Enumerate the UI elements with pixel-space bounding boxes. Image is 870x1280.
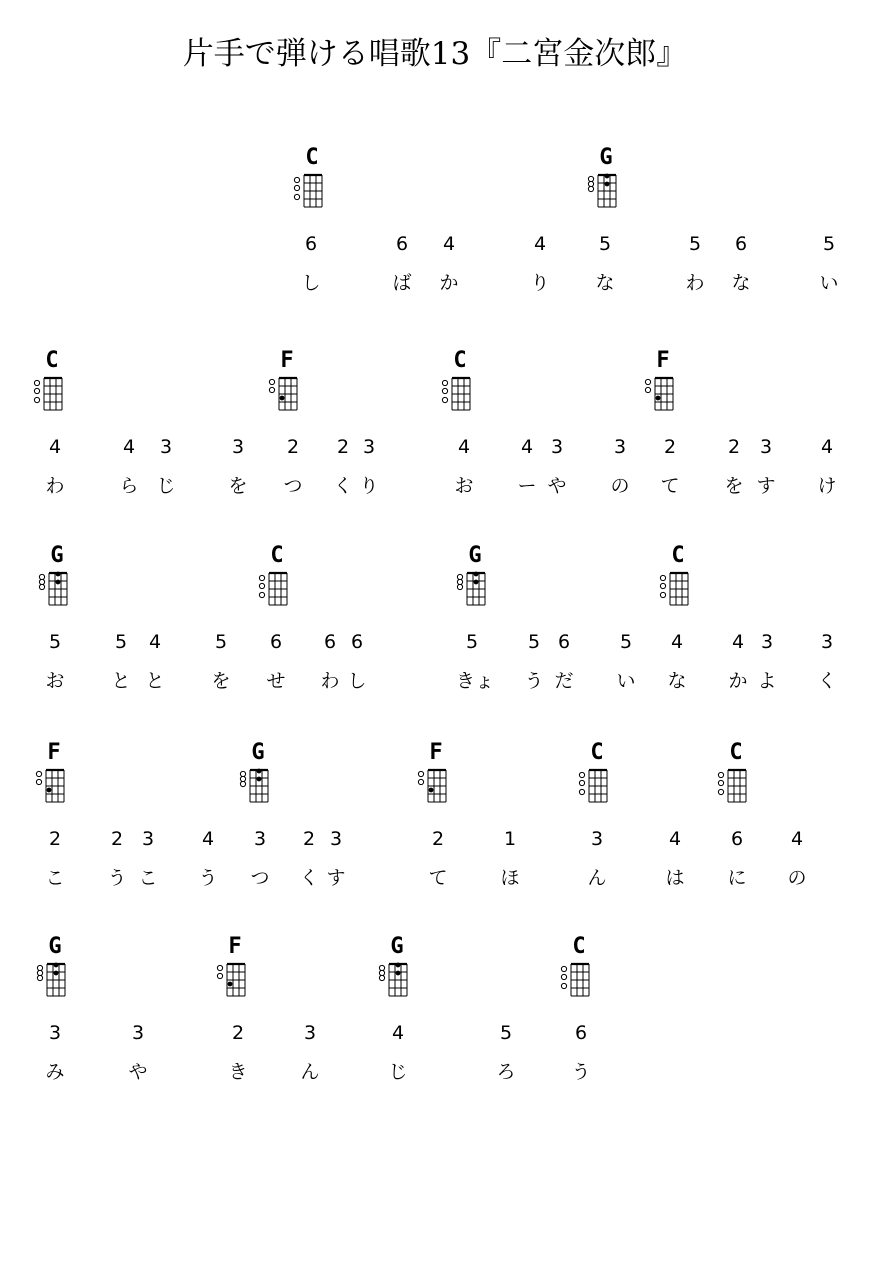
chord-name: F <box>280 348 294 373</box>
chord-diagram-f <box>414 768 466 808</box>
open-string-marker <box>34 388 39 393</box>
chord-c <box>567 740 627 810</box>
lyric-syllable: り <box>530 272 550 294</box>
note-number: 3 <box>141 828 155 850</box>
note-number: 4 <box>820 436 834 458</box>
note-number: 3 <box>159 436 173 458</box>
lyric-syllable: し <box>347 670 367 692</box>
chord-diagram-c <box>656 571 708 611</box>
lyric-syllable: き <box>228 1061 248 1083</box>
lyric-syllable: う <box>524 670 544 692</box>
chord-c <box>430 348 490 418</box>
open-string-marker <box>442 397 447 402</box>
note-number: 5 <box>619 631 633 653</box>
open-string-marker <box>269 387 274 392</box>
note-number: 3 <box>231 436 245 458</box>
finger-dot <box>228 982 233 987</box>
note-number: 4 <box>668 828 682 850</box>
open-string-marker <box>457 574 462 579</box>
chord-diagram-g <box>375 962 427 1002</box>
open-string-marker <box>379 965 384 970</box>
finger-dot <box>429 788 434 793</box>
chord-name: C <box>590 740 604 765</box>
lyric-syllable: や <box>547 475 567 497</box>
open-string-marker <box>217 965 222 970</box>
note-number: 3 <box>613 436 627 458</box>
lyric-syllable: く <box>299 867 319 889</box>
chord-name: C <box>729 740 743 765</box>
lyric-syllable: ん <box>300 1061 320 1083</box>
open-string-marker <box>588 176 593 181</box>
note-number: 6 <box>730 828 744 850</box>
lyric-syllable: つ <box>250 867 270 889</box>
open-string-marker <box>34 380 39 385</box>
lyric-syllable: こ <box>45 867 65 889</box>
chord-diagram-c <box>255 571 307 611</box>
note-number: 3 <box>590 828 604 850</box>
open-string-marker <box>660 583 665 588</box>
lyric-syllable: お <box>454 475 474 497</box>
note-number: 2 <box>231 1022 245 1044</box>
note-number: 5 <box>527 631 541 653</box>
chord-f <box>24 740 84 810</box>
chord-g <box>228 740 288 810</box>
note-number: 3 <box>329 828 343 850</box>
chord-diagram-f <box>32 768 84 808</box>
chord-diagram-g <box>453 571 505 611</box>
lyric-syllable: ん <box>587 867 607 889</box>
open-string-marker <box>240 771 245 776</box>
open-string-marker <box>579 772 584 777</box>
note-number: 4 <box>122 436 136 458</box>
finger-dot <box>54 971 59 976</box>
lyric-syllable: な <box>731 272 751 294</box>
finger-dot <box>396 971 401 976</box>
open-string-marker <box>561 974 566 979</box>
chord-diagram-c <box>575 768 627 808</box>
lyric-syllable: お <box>45 670 65 692</box>
lyric-syllable: じ <box>388 1061 408 1083</box>
lyric-syllable: わ <box>320 670 340 692</box>
open-string-marker <box>418 779 423 784</box>
lyric-syllable: と <box>111 670 131 692</box>
lyric-syllable: し <box>301 272 321 294</box>
note-number: 3 <box>253 828 267 850</box>
lyric-syllable: よ <box>757 670 777 692</box>
chord-c <box>549 934 609 1004</box>
open-string-marker <box>718 780 723 785</box>
lyric-syllable: を <box>211 670 231 692</box>
lyric-syllable: く <box>333 475 353 497</box>
note-number: 4 <box>201 828 215 850</box>
chord-diagram-c <box>714 768 766 808</box>
open-string-marker <box>645 387 650 392</box>
open-string-marker <box>259 583 264 588</box>
open-string-marker <box>660 592 665 597</box>
chord-diagram-c <box>438 376 490 416</box>
note-number: 5 <box>465 631 479 653</box>
lyric-syllable: て <box>428 867 448 889</box>
finger-dot <box>605 174 610 179</box>
open-string-marker <box>37 975 42 980</box>
page-title: 片手で弾ける唱歌13『二宮金次郎』 <box>182 36 688 72</box>
chord-diagram-f <box>641 376 693 416</box>
note-number: 3 <box>303 1022 317 1044</box>
lyric-syllable: を <box>228 475 248 497</box>
chord-c <box>247 543 307 613</box>
lyric-syllable: は <box>665 867 685 889</box>
chord-diagram-g <box>236 768 288 808</box>
note-number: 2 <box>727 436 741 458</box>
open-string-marker <box>418 771 423 776</box>
note-number: 4 <box>457 436 471 458</box>
open-string-marker <box>240 781 245 786</box>
open-string-marker <box>379 970 384 975</box>
finger-dot <box>474 572 479 577</box>
note-number: 2 <box>336 436 350 458</box>
note-number: 6 <box>350 631 364 653</box>
open-string-marker <box>294 177 299 182</box>
note-number: 5 <box>114 631 128 653</box>
chord-diagram-c <box>290 173 342 213</box>
lyric-syllable: か <box>728 670 748 692</box>
open-string-marker <box>718 772 723 777</box>
note-number: 4 <box>442 233 456 255</box>
chord-name: C <box>453 348 467 373</box>
chord-diagram-f <box>213 962 265 1002</box>
note-number: 4 <box>48 436 62 458</box>
open-string-marker <box>660 575 665 580</box>
lyric-syllable: せ <box>266 670 286 692</box>
lyric-syllable: う <box>571 1061 591 1083</box>
chord-name: C <box>572 934 586 959</box>
chord-g <box>445 543 505 613</box>
open-string-marker <box>294 185 299 190</box>
chord-name: C <box>45 348 59 373</box>
note-number: 2 <box>110 828 124 850</box>
open-string-marker <box>37 970 42 975</box>
open-string-marker <box>718 789 723 794</box>
note-number: 5 <box>214 631 228 653</box>
note-number: 4 <box>391 1022 405 1044</box>
note-number: 5 <box>499 1022 513 1044</box>
note-number: 2 <box>431 828 445 850</box>
chord-name: G <box>468 543 482 568</box>
lyric-syllable: ー <box>517 475 537 497</box>
open-string-marker <box>579 789 584 794</box>
note-number: 3 <box>48 1022 62 1044</box>
lyric-syllable: す <box>756 475 776 497</box>
lyric-syllable: ほ <box>500 867 520 889</box>
open-string-marker <box>561 966 566 971</box>
chord-diagram-g <box>35 571 87 611</box>
open-string-marker <box>561 983 566 988</box>
note-number: 5 <box>688 233 702 255</box>
chord-name: F <box>228 934 242 959</box>
open-string-marker <box>259 575 264 580</box>
note-number: 4 <box>148 631 162 653</box>
chord-f <box>406 740 466 810</box>
open-string-marker <box>269 379 274 384</box>
open-string-marker <box>37 965 42 970</box>
chord-name: C <box>671 543 685 568</box>
chord-name: G <box>390 934 404 959</box>
chord-g <box>576 145 636 215</box>
note-number: 4 <box>790 828 804 850</box>
chord-diagram-c <box>557 962 609 1002</box>
finger-dot <box>257 777 262 782</box>
finger-dot <box>56 572 61 577</box>
note-number: 6 <box>734 233 748 255</box>
chord-f <box>257 348 317 418</box>
lyric-syllable: の <box>610 475 630 497</box>
lyric-syllable: や <box>128 1061 148 1083</box>
note-number: 6 <box>269 631 283 653</box>
chord-name: F <box>429 740 443 765</box>
open-string-marker <box>39 584 44 589</box>
note-number: 6 <box>557 631 571 653</box>
note-number: 5 <box>598 233 612 255</box>
lyric-syllable: け <box>817 475 837 497</box>
chord-f <box>205 934 265 1004</box>
note-number: 2 <box>663 436 677 458</box>
open-string-marker <box>217 973 222 978</box>
lyric-syllable: と <box>145 670 165 692</box>
note-number: 2 <box>48 828 62 850</box>
note-number: 1 <box>503 828 517 850</box>
lyric-syllable: み <box>45 1061 65 1083</box>
chord-name: F <box>47 740 61 765</box>
note-number: 6 <box>395 233 409 255</box>
chord-name: G <box>599 145 613 170</box>
note-number: 5 <box>822 233 836 255</box>
lyric-syllable: う <box>198 867 218 889</box>
chord-g <box>367 934 427 1004</box>
open-string-marker <box>442 380 447 385</box>
note-number: 3 <box>760 631 774 653</box>
chord-name: C <box>305 145 319 170</box>
lyric-syllable: か <box>439 272 459 294</box>
chord-diagram-g <box>584 173 636 213</box>
finger-dot <box>257 769 262 774</box>
lyric-syllable: じ <box>156 475 176 497</box>
finger-dot <box>54 963 59 968</box>
lyric-syllable: な <box>595 272 615 294</box>
chord-name: F <box>656 348 670 373</box>
lyric-syllable: を <box>724 475 744 497</box>
open-string-marker <box>36 771 41 776</box>
chord-c <box>648 543 708 613</box>
chord-c <box>706 740 766 810</box>
lyric-syllable: ば <box>392 272 412 294</box>
note-number: 2 <box>286 436 300 458</box>
lyric-syllable: の <box>787 867 807 889</box>
chord-diagram-c <box>30 376 82 416</box>
open-string-marker <box>442 388 447 393</box>
chord-name: G <box>50 543 64 568</box>
open-string-marker <box>579 780 584 785</box>
lyric-syllable: わ <box>685 272 705 294</box>
note-number: 5 <box>48 631 62 653</box>
finger-dot <box>474 580 479 585</box>
open-string-marker <box>457 579 462 584</box>
chord-name: G <box>48 934 62 959</box>
open-string-marker <box>588 181 593 186</box>
chord-g <box>25 934 85 1004</box>
note-number: 2 <box>302 828 316 850</box>
finger-dot <box>280 396 285 401</box>
finger-dot <box>656 396 661 401</box>
chord-name: G <box>251 740 265 765</box>
note-number: 6 <box>574 1022 588 1044</box>
lyric-syllable: ら <box>119 475 139 497</box>
open-string-marker <box>259 592 264 597</box>
lyric-syllable: い <box>616 670 636 692</box>
lyric-syllable: ろ <box>496 1061 516 1083</box>
note-number: 3 <box>759 436 773 458</box>
note-number: 3 <box>820 631 834 653</box>
finger-dot <box>605 182 610 187</box>
lyric-syllable: り <box>359 475 379 497</box>
note-number: 4 <box>533 233 547 255</box>
note-number: 6 <box>323 631 337 653</box>
note-number: 4 <box>520 436 534 458</box>
open-string-marker <box>240 776 245 781</box>
lyric-syllable: きょ <box>456 670 495 692</box>
note-number: 3 <box>362 436 376 458</box>
lyric-syllable: い <box>819 272 839 294</box>
open-string-marker <box>39 579 44 584</box>
open-string-marker <box>645 379 650 384</box>
chord-g <box>27 543 87 613</box>
note-number: 3 <box>131 1022 145 1044</box>
open-string-marker <box>34 397 39 402</box>
open-string-marker <box>588 186 593 191</box>
finger-dot <box>47 788 52 793</box>
lyric-syllable: こ <box>138 867 158 889</box>
lyric-syllable: う <box>107 867 127 889</box>
lyric-syllable: す <box>326 867 346 889</box>
lyric-syllable: て <box>660 475 680 497</box>
lyric-syllable: な <box>667 670 687 692</box>
chord-diagram-g <box>33 962 85 1002</box>
chord-c <box>22 348 82 418</box>
note-number: 3 <box>550 436 564 458</box>
lyric-syllable: つ <box>283 475 303 497</box>
chord-f <box>633 348 693 418</box>
lyric-syllable: く <box>817 670 837 692</box>
lyric-syllable: だ <box>554 670 574 692</box>
note-number: 4 <box>731 631 745 653</box>
chord-c <box>282 145 342 215</box>
open-string-marker <box>457 584 462 589</box>
open-string-marker <box>39 574 44 579</box>
chord-diagram-f <box>265 376 317 416</box>
finger-dot <box>396 963 401 968</box>
open-string-marker <box>294 194 299 199</box>
finger-dot <box>56 580 61 585</box>
lyric-syllable: に <box>727 867 747 889</box>
chord-name: C <box>270 543 284 568</box>
open-string-marker <box>379 975 384 980</box>
lyric-syllable: わ <box>45 475 65 497</box>
note-number: 6 <box>304 233 318 255</box>
note-number: 4 <box>670 631 684 653</box>
open-string-marker <box>36 779 41 784</box>
